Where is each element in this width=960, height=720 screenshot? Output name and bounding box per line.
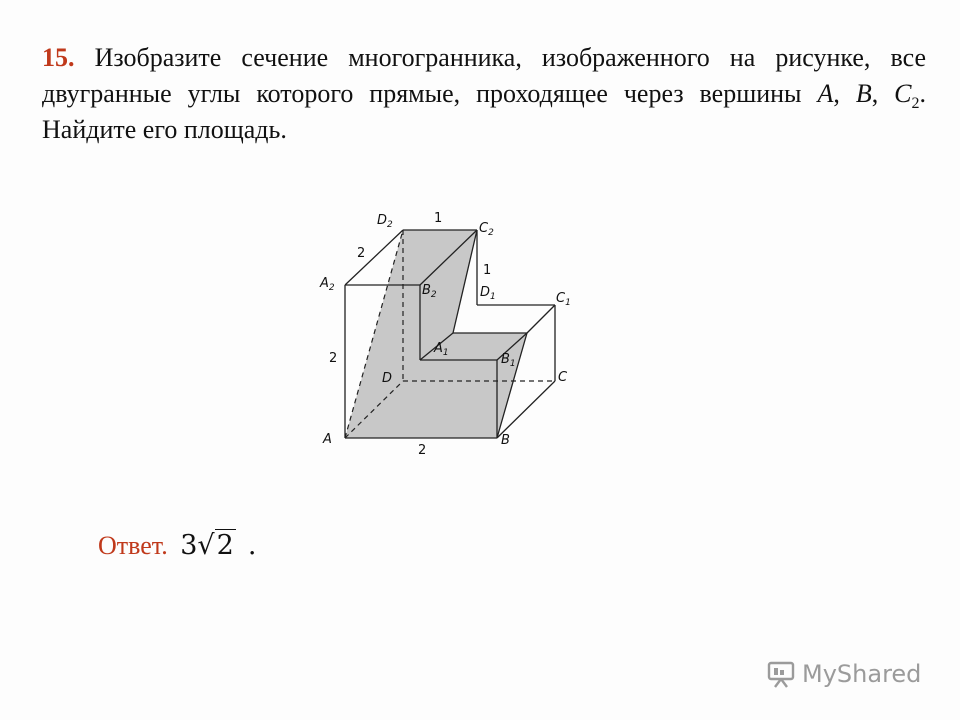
label-c1: $C_1$ — [556, 291, 571, 308]
presentation-board-icon — [766, 659, 796, 689]
problem-text-part-1: Изобразите сечение многогранника, изображенного на рисунке, все двугранные углы которого прямые, проходящее через вершины — [42, 43, 926, 108]
answer-period: . — [247, 530, 257, 561]
label-d1: $D_1$ — [480, 285, 496, 302]
problem-number: 15. — [42, 43, 75, 72]
label-d: D — [382, 371, 393, 386]
polyhedron-figure — [312, 200, 592, 460]
label-a1: $A_1$ — [434, 341, 449, 358]
answer-radicand: 2 — [216, 530, 234, 561]
answer-coefficient: 3 — [180, 530, 198, 561]
cross-section — [345, 230, 527, 438]
vertex-c2-subscript: 2 — [911, 95, 920, 113]
watermark-text: MyShared — [802, 660, 922, 688]
vertex-c2-label: C — [894, 79, 912, 108]
answer-value — [180, 530, 256, 561]
label-b: B — [501, 433, 510, 448]
label-d2: $D_2$ — [377, 213, 393, 230]
dim-upper-left-edge: 2 — [357, 246, 366, 261]
separator-1: , — [833, 79, 856, 108]
answer-line — [98, 530, 256, 561]
dim-upper-right-height: 1 — [483, 263, 492, 278]
problem-text-part-2: . Найдите его площадь. — [42, 79, 927, 144]
label-a: A — [323, 432, 332, 447]
separator-2: , — [871, 79, 895, 108]
vertex-a-label: A — [817, 79, 834, 108]
label-b1: $B_1$ — [501, 352, 516, 369]
problem-statement — [42, 40, 926, 148]
answer-label: Ответ. — [98, 531, 168, 560]
watermark — [766, 656, 921, 692]
vertex-b-label: B — [855, 79, 872, 108]
dim-top-edge: 1 — [434, 211, 443, 226]
radical-sign-icon: √ — [197, 530, 215, 561]
dim-left-height: 2 — [329, 351, 338, 366]
label-c2: $C_2$ — [479, 221, 494, 238]
label-c: C — [558, 370, 568, 385]
label-a2: $A_2$ — [320, 276, 335, 293]
label-b2: $B_2$ — [422, 283, 437, 300]
dim-bottom-edge: 2 — [418, 443, 427, 458]
